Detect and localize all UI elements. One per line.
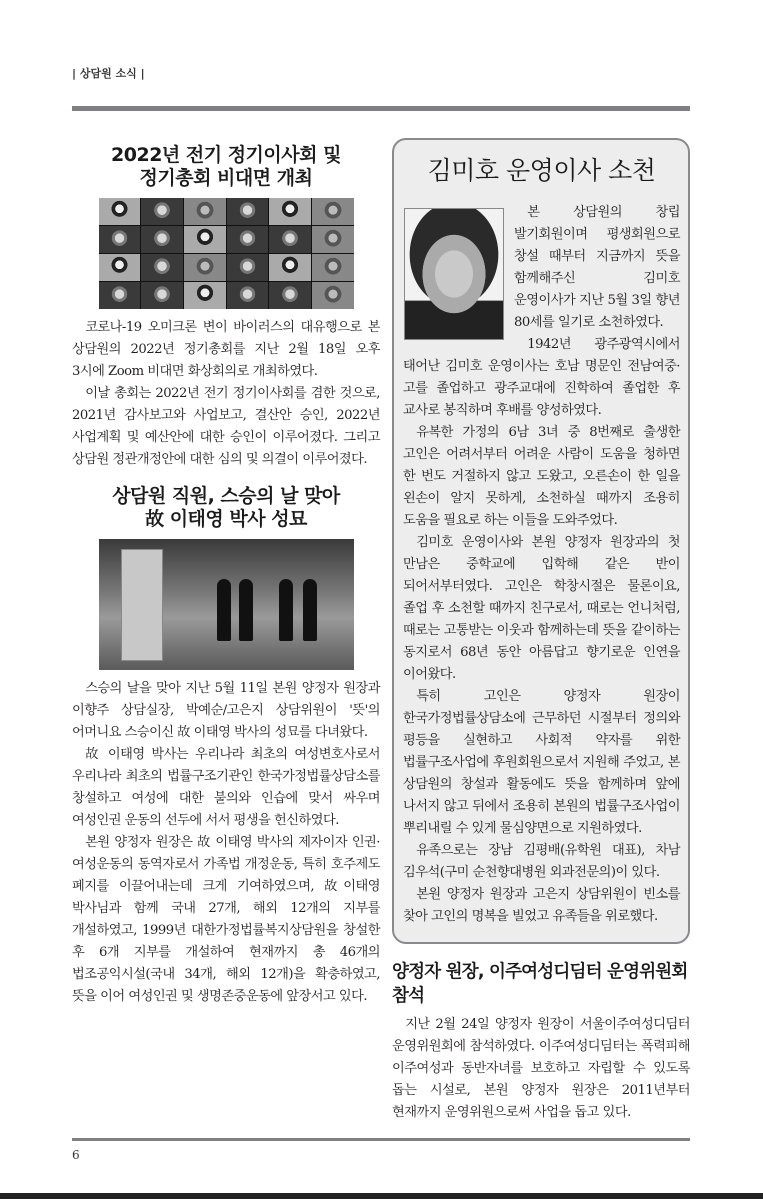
paragraph: 지난 2월 24일 양정자 원장이 서울이주여성디딤터 운영위원회에 참석하였다. 이주여성디딤터는 폭력피해 이주여성과 동반자녀를 보호하고 자립할 수 있도록 돕는 시설로, 본원 양정자 원장은 2011년부터 현재까지 운영위원으로써 사업을 돕고 있다. (392, 1017, 690, 1120)
paragraph: 유족으로는 장남 김평배(유학원 대표), 차남 김우석(구미 순천향대병원 외과전문의)이 있다. (403, 843, 680, 880)
paragraph: 본원 양정자 원장과 고은지 상담위원이 빈소를 찾아 고인의 명복을 빌었고 유족들을 위로했다. (403, 887, 680, 924)
paragraph: 유복한 가정의 6남 3녀 중 8번째로 출생한 고인은 어려서부터 어려운 사람이 도움을 청하면 한 번도 거절하지 않고 도왔고, 오른손이 한 일을 왼손이 알지 못하게, 소천하실 때까지 조용히 도움을 필요로 하는 이들을 도와주었다. (403, 425, 680, 528)
article2-title (72, 485, 380, 531)
article1-title-line2: 정기총회 비대면 개최 (139, 167, 313, 189)
article3-body (392, 1014, 690, 1124)
columns (72, 138, 690, 1124)
article3-title: 양정자 원장, 이주여성디딤터 운영위원회 참석 (392, 962, 688, 1006)
paragraph: 김미호 운영이사와 본원 양정자 원장과의 첫 만남은 중학교에 입학해 같은 반이 되어서부터였다. 고인은 학창시절은 물론이요, 졸업 후 소천할 때까지 친구로서, 때로는 언니처럼, 때로는 고통받는 이웃과 함께하는데 뜻을 같이하는 동지로서 68년 동안 아름답고 향기로운 인연을 이어왔다. (403, 535, 680, 682)
article2-title-line1: 상담원 직원, 스승의 날 맞아 (112, 485, 340, 507)
section-label: | 상담원 소식 | (72, 67, 145, 80)
obituary-body (403, 202, 680, 928)
paragraph: 1942년 광주광역시에서 태어난 김미호 운영이사는 호남 명문인 전남여중·고를 졸업하고 광주교대에 진학하여 졸업한 후 교사로 봉직하며 후배를 양성하였다. (403, 337, 680, 418)
paragraph: 故 이태영 박사는 우리나라 최초의 여성변호사로서 우리나라 최초의 법률구조기관인 한국가정법률상담소를 창설하고 여성에 대한 불의와 인습에 맞서 싸우며 여성인권 운동의 선두에 서서 평생을 헌신하였다. (72, 747, 380, 828)
paragraph: 코로나-19 오미크론 변이 바이러스의 대유행으로 본 상담원의 2022년 정기총회를 지난 2월 18일 오후 3시에 Zoom 비대면 화상회의로 개최하였다. (72, 320, 380, 379)
obituary-title: 김미호 운영이사 소천 (427, 156, 656, 185)
article2-body (72, 678, 380, 1008)
paragraph: 본원 양정자 원장은 故 이태영 박사의 제자이자 인권·여성운동의 동역자로서 가족법 개정운동, 특히 호주제도 폐지를 이끌어내는데 크게 기여하였으며, 故이태영 박사님과 함께 국내 27개, 해외 12개의 지부를 개설하였고, 1999년 대한가정법률복지상담원을 창설한 후 6개 지부를 개설하여 현재까지 총 46개의 법조공익시설(국내 34개, 해외 12개)을 확충하였고, 뜻을 이어 여성인권 및 생명존중운동에 앞장서고 있다. (72, 835, 380, 1004)
paragraph: 특히 고인은 양정자 원장이 한국가정법률상담소에 근무하던 시절부터 정의와 평등을 실현하고 사회적 약자를 위한 법률구조사업에 후원회원으로서 지원해 주었고, 본 상담원의 창설과 활동에도 뜻을 함께하며 앞에 나서지 않고 뒤에서 조용히 본원의 법률구조사업이 뿌리내릴 수 있게 물심양면으로 지원하였다. (403, 689, 680, 836)
paragraph: 본 상담원의 창립 발기회원이며 평생회원으로 창설 때부터 지금까지 뜻을 함께해주신 김미호 운영이사가 지난 5월 3일 향년 80세를 일기로 소천하였다. (514, 205, 680, 330)
footer (72, 1138, 690, 1193)
right-column (392, 138, 690, 1124)
bottom-band (0, 1193, 763, 1199)
article2-title-line2: 故 이태영 박사 성묘 (145, 508, 307, 530)
portrait-photo (404, 208, 504, 340)
article1-title-line1: 2022년 전기 정기이사회 및 (111, 144, 341, 166)
paragraph: 스승의 날을 맞아 지난 5월 11일 본원 양정자 원장과 이향주 상담실장, 박예순/고은지 상담위원이 '뜻'의 어머니요 스승이신 故 이태영 박사의 성묘를 다녀왔다. (72, 681, 380, 740)
article1-title (72, 144, 380, 190)
article1-body (72, 317, 380, 471)
obituary-box (392, 138, 690, 944)
footer-divider (72, 1138, 690, 1141)
page-number: 6 (72, 1148, 80, 1162)
paragraph: 이날 총회는 2022년 전기 정기이사회를 겸한 것으로, 2021년 감사보고와 사업보고, 결산안 승인, 2022년 사업계획 및 예산안에 대한 승인이 이루어졌다. 그리고 상담원 정관개정안에 대한 심의 및 의결이 이루어졌다. (72, 386, 380, 467)
zoom-meeting-photo (99, 198, 354, 309)
left-column (72, 138, 380, 1124)
grave-visit-photo (99, 539, 354, 670)
header-divider (72, 106, 690, 111)
